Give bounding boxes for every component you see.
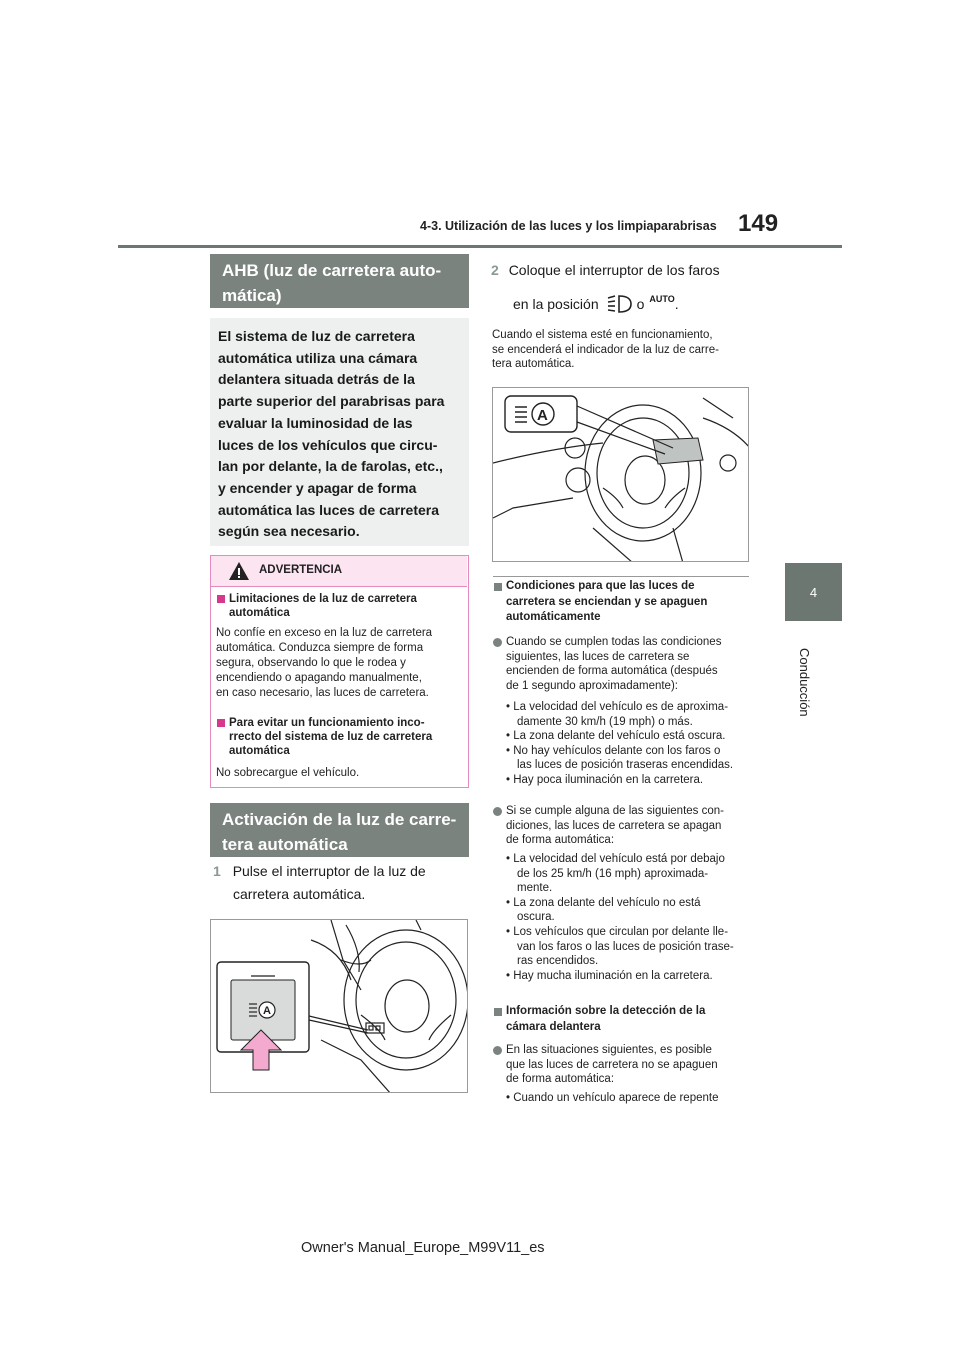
warning-body-line: encendiendo o apagando manualmente, xyxy=(216,672,422,684)
intro-line: evaluar la luminosidad de las xyxy=(218,414,413,431)
warning-item-body xyxy=(216,626,432,701)
text-line: encienden de forma automática (después xyxy=(506,665,718,678)
switch-illustration xyxy=(210,919,468,1093)
intro-line: automática utiliza una cámara xyxy=(218,349,418,366)
off-conditions xyxy=(506,804,724,848)
list-item: • No hay vehículos delante con los faros o xyxy=(506,744,721,757)
text-line: diciones, las luces de carretera se apagan xyxy=(506,819,722,832)
auto-icon: AUTO xyxy=(649,294,675,304)
section-header: 4-3. Utilización de las luces y los limpiaparabrisas xyxy=(420,219,717,233)
list-item-text: La zona delante del vehículo está oscura. xyxy=(513,730,726,743)
note-line: tera automática. xyxy=(492,358,575,371)
step-number: 2 xyxy=(491,262,499,278)
list-item-text: La zona delante del vehículo no está xyxy=(513,896,701,909)
text-line: siguientes, las luces de carretera se xyxy=(506,650,690,663)
list-item: • Hay poca iluminación en la carretera. xyxy=(506,773,704,786)
list-item-text: La velocidad del vehículo es de aproxima- xyxy=(513,701,729,713)
step-1-continued: carretera automática. xyxy=(233,886,366,902)
list-item: • La zona delante del vehículo está oscura. xyxy=(506,730,726,743)
round-bullet-icon xyxy=(493,638,502,647)
text-line: de 1 segundo aproximadamente): xyxy=(506,679,678,692)
section-rule xyxy=(493,576,749,577)
warning-heading-line: automática xyxy=(229,745,290,757)
list-item: • La velocidad del vehículo está por debajo xyxy=(506,853,725,865)
text-line: Cuando se cumplen todas las condiciones xyxy=(506,636,722,648)
conditions-heading xyxy=(506,579,707,626)
step-2-continued xyxy=(513,293,679,315)
heading-line: carretera se enciendan y se apaguen xyxy=(506,595,708,608)
on-conditions xyxy=(506,635,721,693)
header-rule xyxy=(118,245,842,248)
text-line: que las luces de carretera no se apaguen xyxy=(506,1058,718,1071)
warning-box xyxy=(210,555,469,788)
on-bullet-list xyxy=(506,700,733,788)
square-bullet-icon xyxy=(494,1008,502,1016)
list-item-text: Hay mucha iluminación en la carretera. xyxy=(513,969,713,982)
warning-item-body xyxy=(216,766,359,781)
warning-item-heading xyxy=(229,716,432,758)
step-text: Pulse el interruptor de la luz de xyxy=(232,863,426,879)
list-item: • La velocidad del vehículo es de aproxima- xyxy=(506,701,729,713)
list-item-text: La velocidad del vehículo está por debajo xyxy=(513,853,725,865)
ahb-title: AHB (luz de carretera auto-mática) xyxy=(210,254,469,308)
square-bullet-icon xyxy=(217,595,225,603)
warning-heading-line: rrecto del sistema de luz de carretera xyxy=(229,731,433,743)
intro-line: El sistema de luz de carretera xyxy=(218,328,415,344)
list-item: • Cuando un vehículo aparece de repente xyxy=(506,1092,719,1104)
step-text: . xyxy=(674,296,679,312)
list-item-continued: ras encendidos. xyxy=(517,955,599,968)
note-line: se encenderá el indicador de la luz de carre- xyxy=(492,343,719,356)
warning-body-line: segura, observando lo que le rodea y xyxy=(216,657,406,669)
intro-line: según sea necesario. xyxy=(218,523,360,540)
step-1 xyxy=(213,860,426,882)
intro-line: luces de los vehículos que circu- xyxy=(218,436,438,453)
warning-heading-line: automática xyxy=(229,607,290,619)
list-item-text: Cuando un vehículo aparece de repente xyxy=(513,1092,719,1104)
heading-line: automáticamente xyxy=(506,611,601,623)
warning-body-line: No confíe en exceso en la luz de carretera xyxy=(216,627,433,639)
list-item-continued: mente. xyxy=(517,882,553,895)
list-item-text: No hay vehículos delante con los faros o xyxy=(513,744,721,757)
note-line: Cuando el sistema esté en funcionamiento, xyxy=(492,329,713,341)
list-item: • Los vehículos que circulan por delante lle- xyxy=(506,925,729,938)
text-line: Si se cumple alguna de las siguientes con- xyxy=(506,805,724,817)
list-item-continued: oscura. xyxy=(517,911,555,924)
intro-box xyxy=(210,318,469,546)
list-item-continued: damente 30 km/h (19 mph) o más. xyxy=(517,715,693,728)
list-item-text: Hay poca iluminación en la carretera. xyxy=(513,773,704,786)
off-bullet-list xyxy=(506,852,734,983)
title-underline xyxy=(210,855,469,857)
cluster-drawing xyxy=(493,388,749,562)
round-bullet-icon xyxy=(493,807,502,816)
dashboard-drawing xyxy=(211,920,468,1093)
camera-bullet-list xyxy=(506,1091,718,1106)
warning-body-line: No sobrecargue el vehículo. xyxy=(216,767,360,779)
warning-title: ADVERTENCIA xyxy=(259,564,343,576)
activation-title: Activación de la luz de carre-tera automática xyxy=(210,803,469,855)
warning-heading-line: Limitaciones de la luz de carretera xyxy=(229,593,417,605)
intro-line: parte superior del parabrisas para xyxy=(218,393,445,410)
headlight-auto-icon xyxy=(607,294,633,314)
camera-heading xyxy=(506,1004,705,1035)
intro-line: delantera situada detrás de la xyxy=(218,371,415,388)
warning-body-line: automática. Conduzca siempre de forma xyxy=(216,642,424,654)
text-line: de forma automática: xyxy=(506,834,615,847)
intro-line: y encender y apagar de forma xyxy=(218,479,417,496)
list-item-continued: van los faros o las luces de posición trase- xyxy=(517,940,734,953)
list-item: • La zona delante del vehículo no está xyxy=(506,896,701,909)
camera-conditions xyxy=(506,1043,718,1087)
square-bullet-icon xyxy=(217,719,225,727)
list-item-continued: de los 25 km/h (16 mph) aproximada- xyxy=(517,867,709,880)
heading-line: Condiciones para que las luces de xyxy=(506,580,695,592)
warning-heading-line: Para evitar un funcionamiento inco- xyxy=(229,717,425,729)
intro-line: automática las luces de carretera xyxy=(218,501,440,518)
chapter-tab[interactable]: 4 xyxy=(785,563,842,621)
round-bullet-icon xyxy=(493,1046,502,1055)
step-number: 1 xyxy=(213,863,221,879)
step-text: en la posición xyxy=(513,296,599,312)
note-text xyxy=(492,328,719,372)
step-text: o xyxy=(636,296,645,312)
warning-body-line: en caso necesario, las luces de carretera. xyxy=(216,687,429,699)
warning-header xyxy=(211,556,467,587)
warning-triangle-icon xyxy=(228,561,250,581)
step-text: Coloque el interruptor de los faros xyxy=(508,262,720,278)
text-line: En las situaciones siguientes, es posible xyxy=(506,1044,712,1056)
indicator-illustration xyxy=(492,387,749,562)
chapter-label: Conducción xyxy=(797,648,812,717)
list-item-text: Los vehículos que circulan por delante lle- xyxy=(513,925,729,938)
page-number: 149 xyxy=(738,210,779,237)
svg-text:A: A xyxy=(537,407,548,424)
list-item-continued: las luces de posición traseras encendidas. xyxy=(517,759,734,772)
square-bullet-icon xyxy=(494,583,502,591)
heading-line: Información sobre la detección de la xyxy=(506,1005,706,1017)
warning-item-heading xyxy=(229,592,417,620)
step-2 xyxy=(491,259,720,281)
heading-line: cámara delantera xyxy=(506,1020,601,1033)
text-line: de forma automática: xyxy=(506,1073,615,1086)
svg-text:A: A xyxy=(263,1005,271,1017)
footer-text: Owner's Manual_Europe_M99V11_es xyxy=(301,1240,545,1256)
intro-line: lan por delante, la de farolas, etc., xyxy=(218,458,443,475)
list-item: • Hay mucha iluminación en la carretera. xyxy=(506,969,713,982)
